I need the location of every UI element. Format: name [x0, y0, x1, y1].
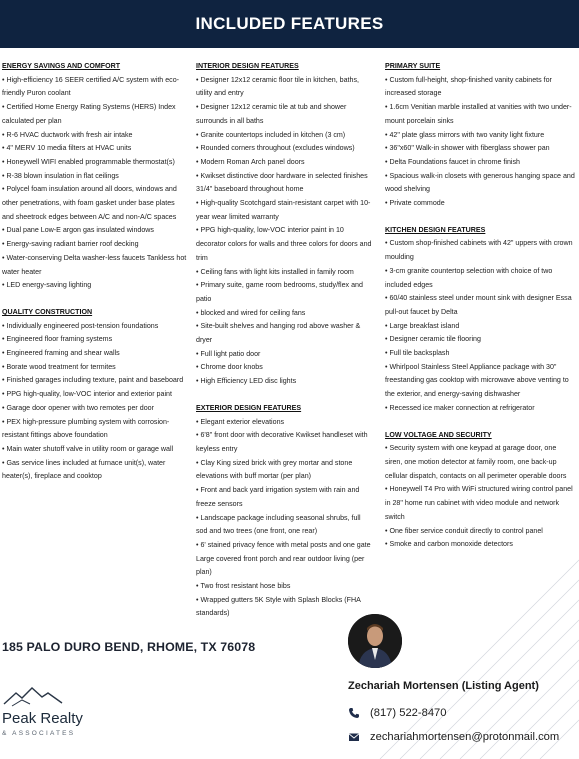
feature-item: • High Efficiency LED disc lights	[196, 375, 372, 389]
feature-item: • Engineered floor framing systems	[2, 333, 188, 347]
feature-item: • 1.6cm Venitian marble installed at vanities with two under-mount porcelain sinks	[385, 101, 575, 128]
feature-item: • Spacious walk-in closets with generous hanging space and wood shelving	[385, 170, 575, 197]
feature-item: • PEX high-pressure plumbing system with corrosion-resistant fittings above foundation	[2, 416, 188, 443]
feature-item: • blocked and wired for ceiling fans	[196, 307, 372, 321]
feature-item: • 60/40 stainless steel under mount sink with designer Essa pull-out faucet by Delta	[385, 292, 575, 319]
feature-item: • Private commode	[385, 197, 575, 211]
feature-item: • Ceiling fans with light kits installed in family room	[196, 266, 372, 280]
property-address: 185 PALO DURO BEND, RHOME, TX 76078	[2, 640, 256, 654]
feature-item: • Garage door opener with two remotes per door	[2, 402, 188, 416]
feature-item: • Granite countertops included in kitchen (3 cm)	[196, 129, 372, 143]
feature-item: • Honeywell WIFI enabled programmable thermostat(s)	[2, 156, 188, 170]
feature-item: • PPG high-quality, low-VOC interior and exterior paint	[2, 388, 188, 402]
feature-item: • Polycel foam insulation around all doors, windows and other penetrations, with foam gasket under base plates and sheetrock edges between A/C and non-A/C spaces	[2, 183, 188, 224]
feature-item: • 42" plate glass mirrors with two vanity light fixture	[385, 129, 575, 143]
feature-item: • Gas service lines included at furnace unit(s), water heater(s), fireplace and cooktop	[2, 457, 188, 484]
agent-name: Zechariah Mortensen (Listing Agent)	[348, 680, 539, 692]
feature-item: • Energy-saving radiant barrier roof decking	[2, 238, 188, 252]
phone-icon	[348, 707, 360, 719]
feature-item: • Engineered framing and shear walls	[2, 347, 188, 361]
page-title: INCLUDED FEATURES	[195, 14, 384, 33]
feature-item: • Two frost resistant hose bibs	[196, 580, 372, 594]
section-title: ENERGY SAVINGS AND COMFORT	[2, 62, 121, 70]
phone-number[interactable]: (817) 522-8470	[370, 707, 447, 719]
feature-item: • Security system with one keypad at garage door, one siren, one motion detector at family room, one back-up cellular dispatch, contacts on all perimeter operable doors	[385, 442, 575, 483]
feature-section	[196, 402, 372, 621]
feature-item: • 6'8" front door with decorative Kwikset handleset with keyless entry	[196, 429, 372, 456]
feature-item: • Chrome door knobs	[196, 361, 372, 375]
feature-item: • Smoke and carbon monoxide detectors	[385, 538, 575, 552]
envelope-icon	[348, 731, 360, 743]
section-title: EXTERIOR DESIGN FEATURES	[196, 403, 302, 412]
feature-item: • Water-conserving Delta washer-less faucets Tankless hot water heater	[2, 252, 188, 279]
feature-item: • R-6 HVAC ductwork with fresh air intake	[2, 129, 188, 143]
feature-item: • 36"x60" Walk-in shower with fiberglass shower pan	[385, 142, 575, 156]
feature-item: • Main water shutoff valve in utility room or garage wall	[2, 443, 188, 457]
section-title: INTERIOR DESIGN FEATURES	[196, 62, 299, 70]
feature-item: • Borate wood treatment for termites	[2, 361, 188, 375]
feature-item: • Site-built shelves and hanging rod above washer & dryer	[196, 320, 372, 347]
section-title: KITCHEN DESIGN FEATURES	[385, 225, 486, 234]
features-column-1	[2, 60, 188, 497]
feature-section	[196, 60, 372, 389]
feature-item: • Rounded corners throughout (excludes windows)	[196, 142, 372, 156]
feature-item: • Designer 12x12 ceramic tile at tub and shower surrounds in all baths	[196, 101, 372, 128]
features-column-3	[385, 60, 575, 565]
feature-item: • R-38 blown insulation in flat ceilings	[2, 170, 188, 184]
agent-phone[interactable]	[348, 707, 447, 719]
feature-item: • Full tile backsplash	[385, 347, 575, 361]
header-banner	[0, 0, 579, 48]
feature-section	[385, 224, 575, 416]
feature-item: • 3-cm granite countertop selection with choice of two included edges	[385, 265, 575, 292]
feature-section	[2, 60, 188, 293]
feature-item: • Individually engineered post-tension foundations	[2, 320, 188, 334]
feature-item: • Clay King sized brick with grey mortar and stone elevations with buff mortar (per plan)	[196, 457, 372, 484]
feature-item: • Whirlpool Stainless Steel Appliance package with 30" freestanding gas cooktop with microwave above venting to the exterior, and energy-saving dishwasher	[385, 361, 575, 402]
feature-item: • Designer 12x12 ceramic floor tile in kitchen, baths, utility and entry	[196, 74, 372, 101]
feature-section	[385, 60, 575, 211]
feature-item: • Certified Home Energy Rating Systems (HERS) Index calculated per plan	[2, 101, 188, 128]
agent-portrait-icon	[348, 614, 402, 668]
features-column-2	[196, 60, 372, 634]
email-address[interactable]: zechariahmortensen@protonmail.com	[370, 731, 560, 743]
feature-item: • Delta Foundations faucet in chrome finish	[385, 156, 575, 170]
section-title: LOW VOLTAGE AND SECURITY	[385, 430, 492, 439]
feature-item: • Honeywell T4 Pro with WiFi structured wiring control panel in 28" home run cabinet with video module and network switch	[385, 483, 575, 524]
feature-section	[2, 306, 188, 484]
agent-avatar	[348, 614, 402, 668]
brand-name: Peak Realty	[2, 710, 83, 727]
mountain-logo-icon	[2, 684, 66, 708]
section-title: QUALITY CONSTRUCTION	[2, 307, 93, 316]
brand-subtitle: & ASSOCIATES	[2, 730, 76, 737]
feature-item: • High-efficiency 16 SEER certified A/C system with eco-friendly Puron coolant	[2, 74, 188, 101]
feature-item: • 6' stained privacy fence with metal posts and one gate Large covered front porch and rear outdoor living (per plan)	[196, 539, 372, 580]
feature-item: • High-quality Scotchgard stain-resistant carpet with 10-year wear limited warranty	[196, 197, 372, 224]
feature-item: • Elegant exterior elevations	[196, 416, 372, 430]
feature-item: • Wrapped gutters 5K Style with Splash Blocks (FHA standards)	[196, 594, 372, 621]
feature-item: • Dual pane Low-E argon gas insulated windows	[2, 224, 188, 238]
feature-item: • Finished garages including texture, paint and baseboard	[2, 374, 188, 388]
feature-item: • Custom shop-finished cabinets with 42" uppers with crown moulding	[385, 237, 575, 264]
feature-item: • 4" MERV 10 media filters at HVAC units	[2, 142, 188, 156]
section-title: PRIMARY SUITE	[385, 62, 441, 70]
feature-item: • Custom full-height, shop-finished vanity cabinets for increased storage	[385, 74, 575, 101]
feature-item: • Landscape package including seasonal shrubs, full sod and two trees (one front, one rear)	[196, 512, 372, 539]
feature-item: • PPG high-quality, low-VOC interior paint in 10 decorator colors for walls and three colors for doors and trim	[196, 224, 372, 265]
feature-item: • LED energy-saving lighting	[2, 279, 188, 293]
agent-email[interactable]	[348, 731, 559, 743]
feature-item: • Large breakfast island	[385, 320, 575, 334]
feature-item: • Front and back yard irrigation system with rain and freeze sensors	[196, 484, 372, 511]
feature-item: • Modern Roman Arch panel doors	[196, 156, 372, 170]
feature-item: • Full light patio door	[196, 348, 372, 362]
feature-section	[385, 429, 575, 552]
feature-item: • One fiber service conduit directly to control panel	[385, 525, 575, 539]
feature-item: • Recessed ice maker connection at refrigerator	[385, 402, 575, 416]
feature-item: • Designer ceramic tile flooring	[385, 333, 575, 347]
feature-item: • Kwikset distinctive door hardware in selected finishes 31/4" baseboard throughout home	[196, 170, 372, 197]
feature-item: • Primary suite, game room bedrooms, study/flex and patio	[196, 279, 372, 306]
